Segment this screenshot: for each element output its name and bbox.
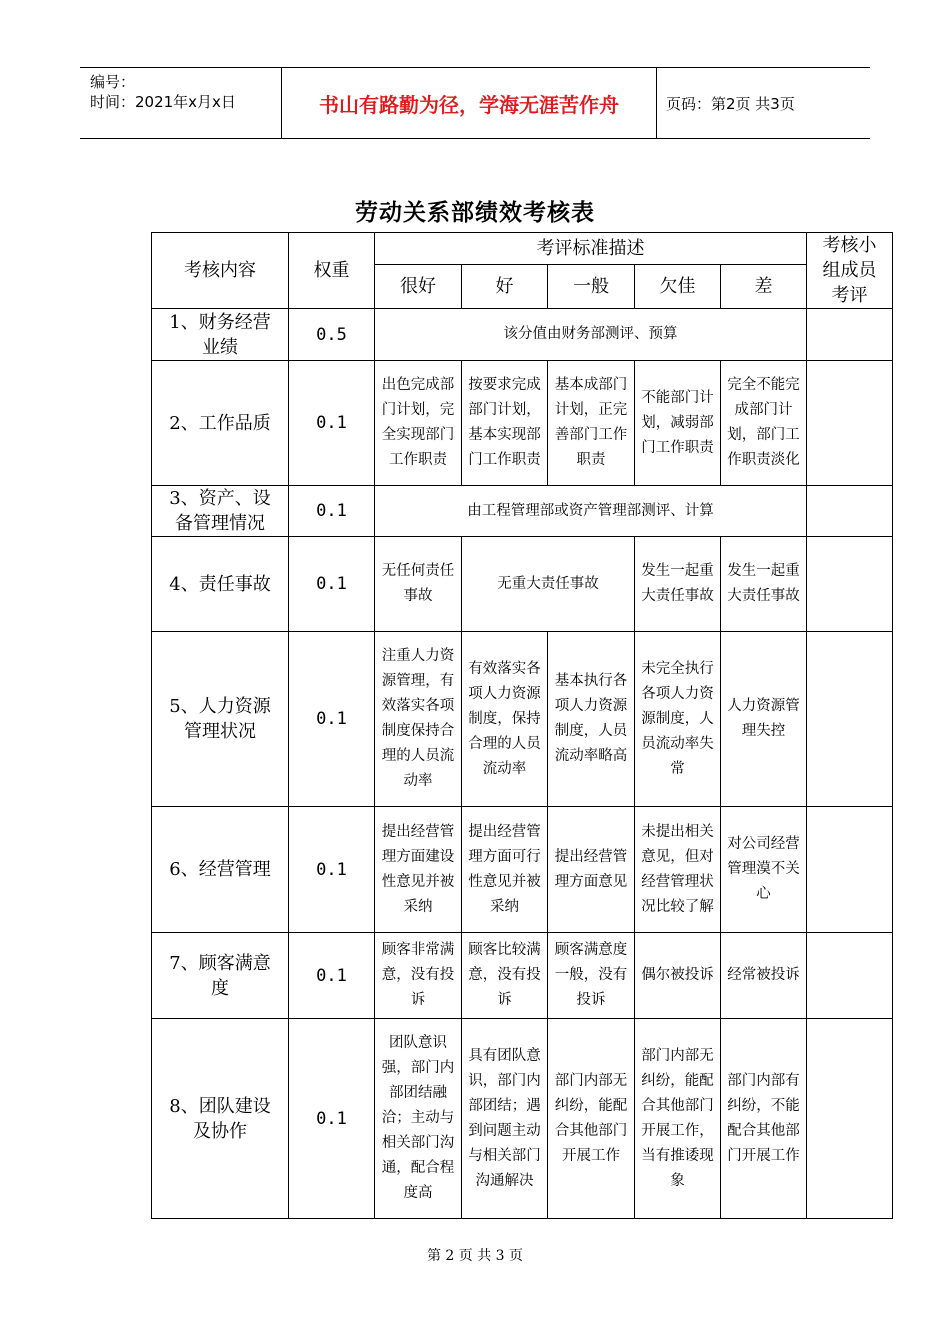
document-title: 劳动关系部绩效考核表 <box>355 199 595 226</box>
criteria-cell: 顾客非常满意，没有投诉 <box>375 933 462 1019</box>
criteria-cell: 注重人力资源管理，有效落实各项制度保持合理的人员流动率 <box>375 632 462 807</box>
criteria-cell: 对公司经营管理漠不关心 <box>721 807 807 933</box>
row-weight: 0.1 <box>289 933 375 1019</box>
criteria-cell: 不能部门计划，减弱部门工作职责 <box>635 361 721 486</box>
level-good: 好 <box>462 265 548 309</box>
row-label: 4、责任事故 <box>152 537 289 632</box>
page-header <box>80 67 870 139</box>
header-content: 考核内容 <box>152 233 289 309</box>
criteria-cell: 部门内部有纠纷，不能配合其他部门开展工作 <box>721 1019 807 1219</box>
panel-score <box>807 537 893 632</box>
page-info: 页码：第2页 共3页 <box>666 94 795 113</box>
row-weight: 0.1 <box>289 486 375 537</box>
panel-score <box>807 486 893 537</box>
panel-score <box>807 1019 893 1219</box>
merged-criteria: 该分值由财务部测评、预算 <box>375 309 807 361</box>
row-weight: 0.1 <box>289 807 375 933</box>
criteria-cell: 出色完成部门计划，完全实现部门工作职责 <box>375 361 462 486</box>
criteria-cell: 有效落实各项人力资源制度，保持合理的人员流动率 <box>462 632 548 807</box>
criteria-cell: 顾客满意度一般，没有投诉 <box>548 933 635 1019</box>
row-label: 5、人力资源管理状况 <box>152 632 289 807</box>
table-row <box>152 632 893 807</box>
assessment-table <box>151 232 893 1219</box>
table-row <box>152 933 893 1019</box>
row-label: 6、经营管理 <box>152 807 289 933</box>
table-row <box>152 486 893 537</box>
criteria-cell: 偶尔被投诉 <box>635 933 721 1019</box>
row-weight: 0.1 <box>289 1019 375 1219</box>
merged-criteria: 由工程管理部或资产管理部测评、计算 <box>375 486 807 537</box>
row-label: 1、财务经营业绩 <box>152 309 289 361</box>
criteria-cell: 基本成部门计划，正完善部门工作职责 <box>548 361 635 486</box>
criteria-cell: 未完全执行各项人力资源制度，人员流动率失常 <box>635 632 721 807</box>
criteria-cell: 团队意识强，部门内部团结融洽；主动与相关部门沟通，配合程度高 <box>375 1019 462 1219</box>
table-row <box>152 309 893 361</box>
level-very-good: 很好 <box>375 265 462 309</box>
row-label: 8、团队建设及协作 <box>152 1019 289 1219</box>
level-average: 一般 <box>548 265 635 309</box>
criteria-cell: 无重大责任事故 <box>462 537 635 632</box>
row-weight: 0.1 <box>289 537 375 632</box>
row-weight: 0.1 <box>289 632 375 807</box>
criteria-cell: 发生一起重大责任事故 <box>635 537 721 632</box>
row-label: 2、工作品质 <box>152 361 289 486</box>
panel-score <box>807 361 893 486</box>
panel-score <box>807 309 893 361</box>
criteria-cell: 完全不能完成部门计划，部门工作职责淡化 <box>721 361 807 486</box>
criteria-cell: 基本执行各项人力资源制度，人员流动率略高 <box>548 632 635 807</box>
table-row <box>152 807 893 933</box>
header-panel: 考核小组成员考评 <box>807 233 893 309</box>
criteria-cell: 部门内部无纠纷，能配合其他部门开展工作 <box>548 1019 635 1219</box>
row-weight: 0.5 <box>289 309 375 361</box>
row-label: 7、顾客满意度 <box>152 933 289 1019</box>
criteria-cell: 顾客比较满意，没有投诉 <box>462 933 548 1019</box>
page-footer: 第 2 页 共 3 页 <box>426 1248 524 1264</box>
row-weight: 0.1 <box>289 361 375 486</box>
criteria-cell: 提出经营管理方面意见 <box>548 807 635 933</box>
panel-score <box>807 632 893 807</box>
header-weight: 权重 <box>289 233 375 309</box>
motto: 书山有路勤为径，学海无涯苦作舟 <box>281 68 657 138</box>
header-left <box>80 68 280 138</box>
criteria-cell: 按要求完成部门计划，基本实现部门工作职责 <box>462 361 548 486</box>
criteria-cell: 发生一起重大责任事故 <box>721 537 807 632</box>
panel-score <box>807 807 893 933</box>
table-row <box>152 361 893 486</box>
table-row <box>152 537 893 632</box>
level-bad: 差 <box>721 265 807 309</box>
criteria-cell: 提出经营管理方面建设性意见并被采纳 <box>375 807 462 933</box>
table-row <box>152 1019 893 1219</box>
criteria-cell: 未提出相关意见，但对经营管理状况比较了解 <box>635 807 721 933</box>
criteria-cell: 无任何责任事故 <box>375 537 462 632</box>
criteria-cell: 具有团队意识，部门内部团结；遇到问题主动与相关部门沟通解决 <box>462 1019 548 1219</box>
row-label: 3、资产、设备管理情况 <box>152 486 289 537</box>
level-poor: 欠佳 <box>635 265 721 309</box>
header-criteria: 考评标准描述 <box>375 233 807 265</box>
date-label: 时间：2021年x月x日 <box>90 93 236 111</box>
panel-score <box>807 933 893 1019</box>
number-label: 编号： <box>90 73 136 91</box>
criteria-cell: 部门内部无纠纷，能配合其他部门开展工作，当有推诿现象 <box>635 1019 721 1219</box>
criteria-cell: 经常被投诉 <box>721 933 807 1019</box>
criteria-cell: 人力资源管理失控 <box>721 632 807 807</box>
criteria-cell: 提出经营管理方面可行性意见并被采纳 <box>462 807 548 933</box>
